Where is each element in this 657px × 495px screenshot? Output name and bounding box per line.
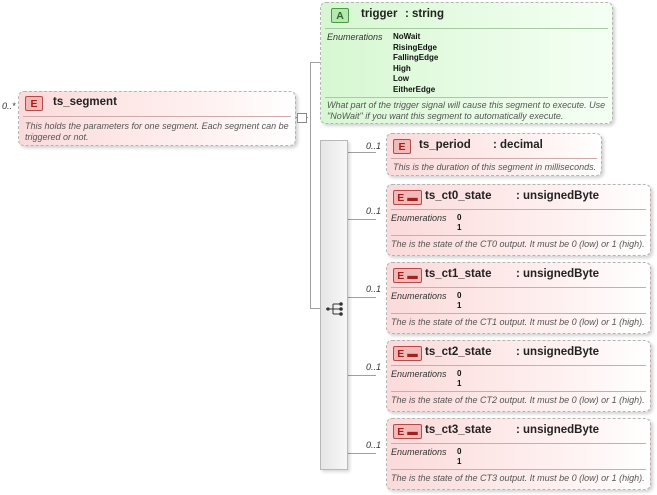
enumerations-label: Enumerations [391,291,447,301]
ts-ct1-state-element[interactable] [386,262,651,334]
element-badge: E ▬ [393,346,422,361]
attribute-badge: A [331,8,349,23]
ct0-cardinality: 0..1 [366,206,382,216]
attr-connector [310,62,320,63]
divider [325,28,608,29]
divider [391,443,646,444]
divider [391,313,646,314]
divider [391,469,646,470]
seq-to-ct3 [348,453,376,454]
element-type: : unsignedByte [516,190,600,202]
period-cardinality: 0..1 [366,141,382,151]
ts-segment-element[interactable] [18,91,296,146]
element-doc: The is the state of the CT3 output. It must be 0 (low) or 1 (high). [391,473,645,483]
enum-value: Low [393,74,409,84]
element-badge: E ▬ [393,190,422,205]
list-icon: ▬ [404,348,418,360]
attribute-doc: What part of the trigger signal will cause this segment to execute. Use "NoWait" if you want this segment to automatically execute. [327,100,606,121]
divider [391,365,646,366]
element-doc: The is the state of the CT0 output. It must be 0 (low) or 1 (high). [391,239,645,249]
element-doc: The is the state of the CT1 output. It must be 0 (low) or 1 (high). [391,317,645,327]
enum-value: 0 [457,291,462,300]
trunk-vertical [310,62,311,309]
enum-value: NoWait [393,32,421,41]
seq-to-ct0 [348,219,376,220]
enum-value: 1 [457,223,462,232]
element-type: : unsignedByte [516,346,600,358]
enum-value: 1 [457,457,462,466]
root-cardinality: 0..* [2,101,16,111]
element-name: ts_ct3_state [425,424,492,436]
enum-value: FallingEdge [393,53,439,63]
element-doc: The is the state of the CT2 output. It must be 0 (low) or 1 (high). [391,395,645,405]
element-type: : unsignedByte [516,268,600,280]
enum-value: High [393,63,411,73]
element-badge: E ▬ [393,268,422,283]
element-type: : decimal [493,139,543,151]
divider [391,235,646,236]
list-icon: ▬ [404,426,418,438]
divider [391,209,646,210]
element-doc: This holds the parameters for one segment. Each segment can be triggered or not. [25,121,289,142]
seq-to-period [348,152,376,153]
sequence-icon [325,301,345,317]
enum-value: RisingEdge [393,42,438,52]
divider [23,116,291,117]
list-icon: ▬ [404,192,418,204]
ts-ct3-state-element[interactable] [386,418,651,490]
enum-value: 0 [457,369,462,378]
element-name: ts_period [419,139,471,151]
element-badge: E [393,139,411,154]
trigger-attribute[interactable] [320,2,613,124]
element-name: ts_ct1_state [425,268,492,280]
ct2-cardinality: 0..1 [366,362,382,372]
enumerations-label: Enumerations [391,213,447,223]
element-name: ts_segment [53,96,117,108]
element-name: ts_ct2_state [425,346,492,358]
attribute-type: : string [405,8,444,20]
sequence-connector [310,308,320,309]
enumerations-label: Enumerations [391,447,447,457]
enum-value: 0 [457,447,462,456]
element-type: : unsignedByte [516,424,600,436]
enum-value: 1 [457,379,462,388]
divider [391,287,646,288]
enumerations-label: Enumerations [327,32,383,42]
ts-period-element[interactable] [386,133,602,176]
element-badge: E [25,96,43,111]
sequence-compositor[interactable] [320,140,348,470]
seq-to-ct1 [348,297,376,298]
ts-ct2-state-element[interactable] [386,340,651,412]
element-doc: This is the duration of this segment in milliseconds. [393,162,597,172]
enum-value: EitherEdge [393,85,436,94]
attribute-name: trigger [361,8,398,20]
ct3-cardinality: 0..1 [366,440,382,450]
list-icon: ▬ [404,270,418,282]
seq-to-ct2 [348,375,376,376]
divider [325,97,608,98]
divider [391,158,597,159]
ct1-cardinality: 0..1 [366,284,382,294]
enum-value: 1 [457,301,462,310]
enum-value: 0 [457,213,462,222]
ts-ct0-state-element[interactable] [386,184,651,256]
divider [391,391,646,392]
element-name: ts_ct0_state [425,190,492,202]
collapse-toggle[interactable] [297,113,307,123]
element-badge: E ▬ [393,424,422,439]
enumerations-label: Enumerations [391,369,447,379]
